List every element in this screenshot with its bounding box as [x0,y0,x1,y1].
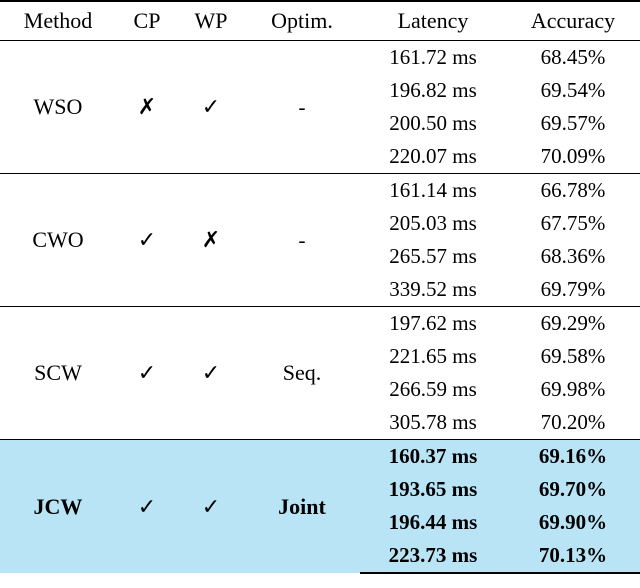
column-header-optim: Optim. [244,1,360,41]
method-label-jcw: JCW [0,440,116,574]
wp-mark-scw [178,307,244,440]
accuracy-value: 69.79% [540,277,606,301]
accuracy-value: 69.29% [506,307,640,341]
accuracy-value: 68.36% [540,244,606,268]
latency-value: 196.82 ms [389,78,477,102]
latency-value: 266.59 ms [389,377,477,401]
table-row-highlighted [0,440,640,474]
latency-value: 223.73 ms [360,539,506,573]
table-header [0,1,640,41]
accuracy-value: 69.98% [540,377,606,401]
accuracy-value: 69.57% [540,111,606,135]
optim-label-scw: Seq. [244,307,360,440]
check-icon: ✓ [137,493,157,519]
accuracy-value: 68.45% [506,41,640,75]
check-icon: ✓ [137,227,157,252]
cross-icon: ✗ [137,94,157,119]
accuracy-value: 67.75% [540,211,606,235]
method-label-scw: SCW [0,307,116,440]
table-body [0,41,640,574]
latency-value: 160.37 ms [360,440,506,474]
method-label-wso: WSO [0,41,116,174]
wp-mark-cwo [178,174,244,307]
method-label-cwo: CWO [0,174,116,307]
cp-mark-jcw [116,440,178,574]
latency-value: 196.44 ms [360,506,506,539]
header-row [0,1,640,41]
wp-mark-jcw [178,440,244,574]
latency-value: 193.65 ms [360,473,506,506]
table-row [0,174,640,208]
check-icon: ✓ [201,360,221,385]
check-icon: ✓ [137,360,157,385]
table-row [0,307,640,341]
latency-value: 220.07 ms [389,144,477,168]
column-header-latency: Latency [360,1,506,41]
accuracy-value: 69.16% [506,440,640,474]
table-row [0,41,640,75]
check-icon: ✓ [201,493,221,519]
latency-value: 161.14 ms [360,174,506,208]
optim-label-jcw: Joint [244,440,360,574]
latency-value: 205.03 ms [389,211,477,235]
check-icon: ✓ [201,94,221,119]
accuracy-value: 70.13% [506,539,640,573]
latency-value: 161.72 ms [360,41,506,75]
cp-mark-wso [116,41,178,174]
latency-value: 339.52 ms [389,277,477,301]
latency-value: 197.62 ms [360,307,506,341]
column-header-accuracy: Accuracy [506,1,640,41]
cp-mark-scw [116,307,178,440]
accuracy-value: 70.09% [540,144,606,168]
cross-icon: ✗ [201,227,221,252]
accuracy-value: 69.58% [540,344,606,368]
latency-value: 305.78 ms [389,410,477,434]
wp-mark-wso [178,41,244,174]
latency-value: 221.65 ms [389,344,477,368]
accuracy-value: 69.90% [506,506,640,539]
accuracy-value: 70.20% [540,410,606,434]
latency-value: 265.57 ms [389,244,477,268]
cp-mark-cwo [116,174,178,307]
column-header-wp: WP [178,1,244,41]
optim-label-wso: - [244,41,360,174]
optim-label-cwo: - [244,174,360,307]
latency-value: 200.50 ms [389,111,477,135]
column-header-cp: CP [116,1,178,41]
accuracy-value: 69.54% [540,78,606,102]
column-header-method: Method [0,1,116,41]
accuracy-value: 69.70% [506,473,640,506]
accuracy-value: 66.78% [506,174,640,208]
